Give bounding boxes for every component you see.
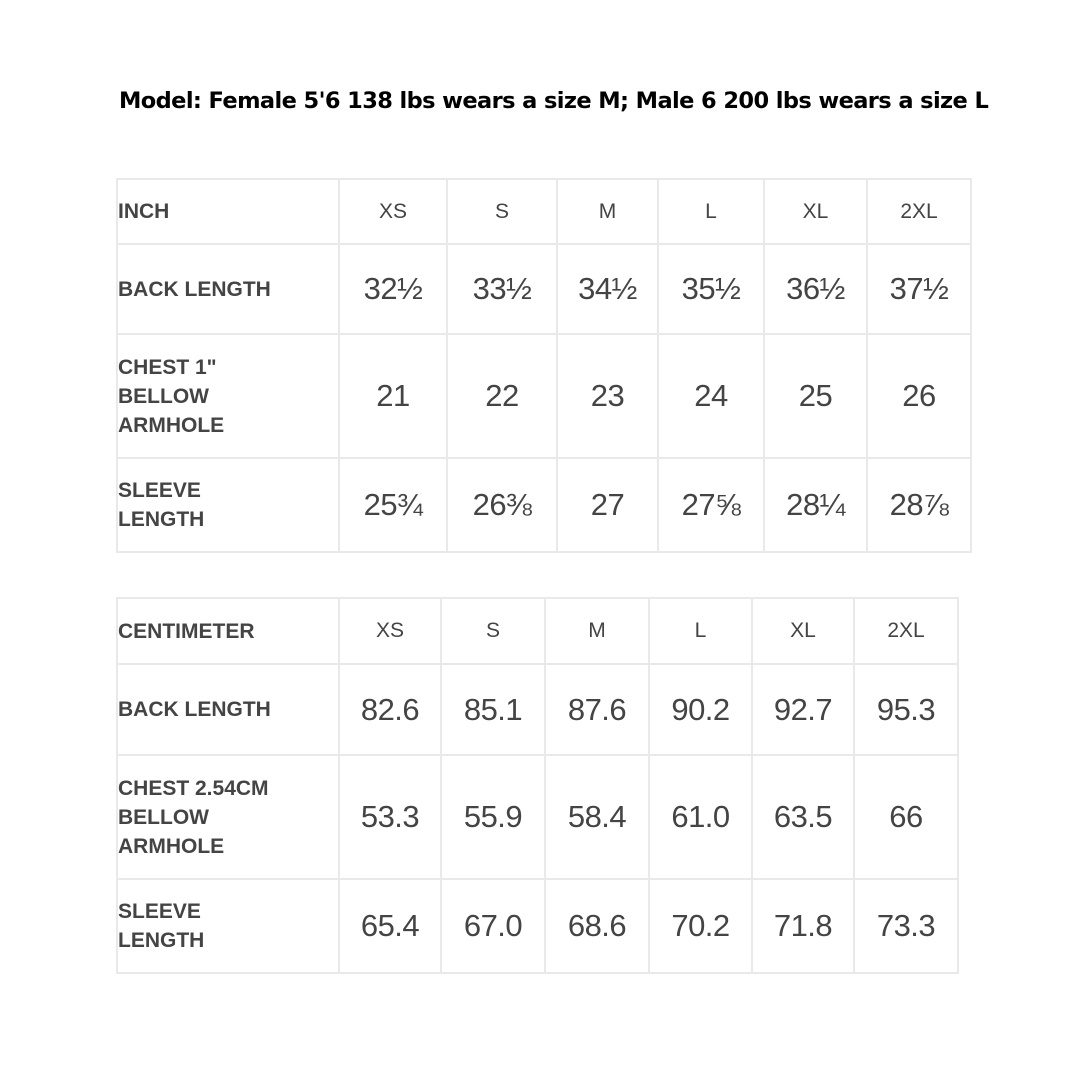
centimeter-size-table xyxy=(116,597,959,974)
table-cell: 28¼ xyxy=(764,458,867,552)
size-header: S xyxy=(441,598,545,664)
size-header: 2XL xyxy=(867,179,971,244)
table-cell: 63.5 xyxy=(752,755,854,879)
row-label-line: SLEEVE xyxy=(118,479,201,502)
size-header: M xyxy=(545,598,649,664)
table-cell: 27⅝ xyxy=(658,458,764,552)
row-label xyxy=(117,879,339,973)
table-cell: 61.0 xyxy=(649,755,752,879)
table-row xyxy=(117,879,958,973)
row-label-line: BELLOW xyxy=(118,384,209,408)
row-label-line: LENGTH xyxy=(118,929,205,952)
row-label-line: BACK LENGTH xyxy=(118,698,271,721)
unit-label: CENTIMETER xyxy=(117,598,339,664)
inch-size-table xyxy=(116,178,972,553)
size-header: XL xyxy=(752,598,854,664)
table-cell: 92.7 xyxy=(752,664,854,755)
table-cell: 33½ xyxy=(447,244,557,334)
table-cell: 37½ xyxy=(867,244,971,334)
row-label-line: BELLOW xyxy=(118,805,209,829)
size-header: XS xyxy=(339,598,441,664)
row-label-line: ARMHOLE xyxy=(118,413,225,437)
size-header: L xyxy=(658,179,764,244)
table-cell: 23 xyxy=(557,334,658,458)
table-header-row xyxy=(117,598,958,664)
size-header: XL xyxy=(764,179,867,244)
table-cell: 25 xyxy=(764,334,867,458)
table-cell: 53.3 xyxy=(339,755,441,879)
row-label-line: ARMHOLE xyxy=(118,834,225,858)
unit-label: INCH xyxy=(117,179,339,244)
table-cell: 66 xyxy=(854,755,958,879)
table-row xyxy=(117,664,958,755)
table-cell: 24 xyxy=(658,334,764,458)
table-cell: 65.4 xyxy=(339,879,441,973)
table-cell: 68.6 xyxy=(545,879,649,973)
table-cell: 21 xyxy=(339,334,447,458)
table-cell: 25¾ xyxy=(339,458,447,552)
table-cell: 90.2 xyxy=(649,664,752,755)
table-cell: 26⅜ xyxy=(447,458,557,552)
row-label-line: CHEST 2.54CM xyxy=(118,776,269,800)
table-cell: 85.1 xyxy=(441,664,545,755)
table-cell: 82.6 xyxy=(339,664,441,755)
table-cell: 35½ xyxy=(658,244,764,334)
table-cell: 32½ xyxy=(339,244,447,334)
table-row xyxy=(117,244,971,334)
table-cell: 71.8 xyxy=(752,879,854,973)
table-header-row xyxy=(117,179,971,244)
table-cell: 95.3 xyxy=(854,664,958,755)
table-cell: 73.3 xyxy=(854,879,958,973)
size-header: L xyxy=(649,598,752,664)
table-cell: 70.2 xyxy=(649,879,752,973)
table-cell: 28⅞ xyxy=(867,458,971,552)
table-cell: 36½ xyxy=(764,244,867,334)
table-row xyxy=(117,334,971,458)
table-row xyxy=(117,755,958,879)
row-label xyxy=(117,334,339,458)
row-label xyxy=(117,755,339,879)
size-header: XS xyxy=(339,179,447,244)
size-header: S xyxy=(447,179,557,244)
table-cell: 34½ xyxy=(557,244,658,334)
row-label xyxy=(117,458,339,552)
table-cell: 26 xyxy=(867,334,971,458)
table-cell: 67.0 xyxy=(441,879,545,973)
row-label xyxy=(117,244,339,334)
row-label-line: LENGTH xyxy=(118,508,205,531)
table-cell: 87.6 xyxy=(545,664,649,755)
table-cell: 58.4 xyxy=(545,755,649,879)
table-cell: 55.9 xyxy=(441,755,545,879)
table-cell: 22 xyxy=(447,334,557,458)
row-label xyxy=(117,664,339,755)
row-label-line: CHEST 1" xyxy=(118,355,217,379)
model-size-note: Model: Female 5'6 138 lbs wears a size M; Male 6 200 lbs wears a size L xyxy=(119,88,989,114)
table-cell: 27 xyxy=(557,458,658,552)
size-header: 2XL xyxy=(854,598,958,664)
table-row xyxy=(117,458,971,552)
row-label-line: BACK LENGTH xyxy=(118,277,271,301)
size-header: M xyxy=(557,179,658,244)
row-label-line: SLEEVE xyxy=(118,900,201,923)
